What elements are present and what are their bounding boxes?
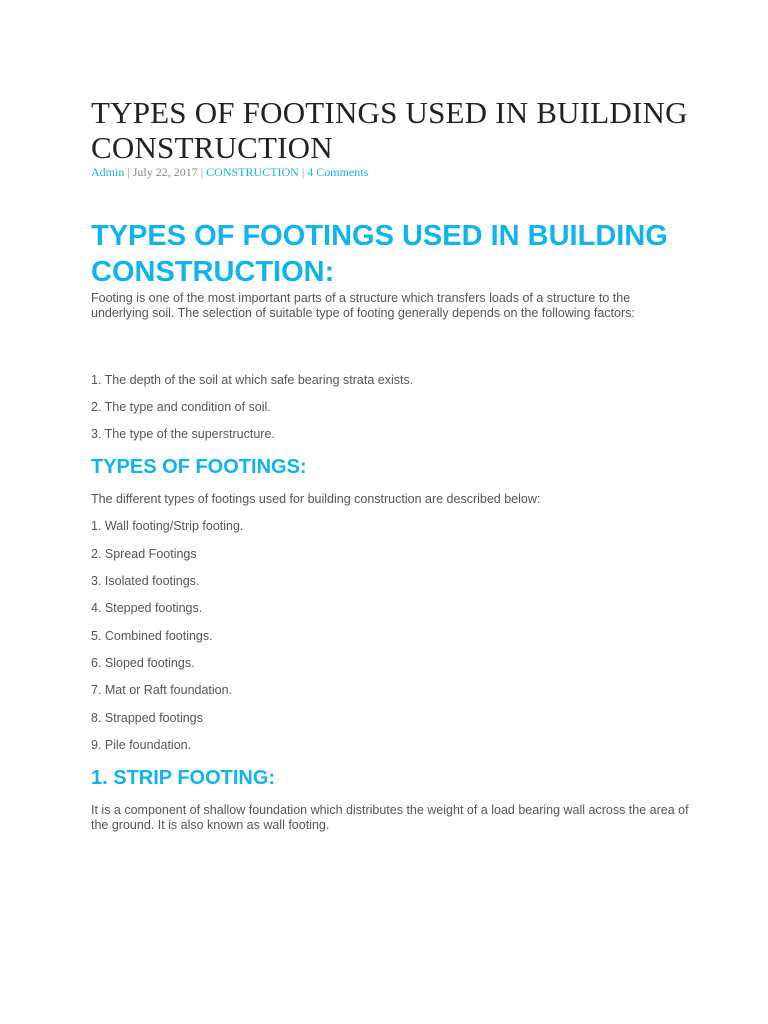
- factor-item-3: 3. The type of the superstructure.: [91, 427, 275, 441]
- type-item-1: 1. Wall footing/Strip footing.: [91, 519, 244, 533]
- factor-item-2: 2. The type and condition of soil.: [91, 400, 271, 414]
- article-heading: TYPES OF FOOTINGS USED IN BUILDING CONSTRUCTION:: [91, 220, 668, 288]
- author-link[interactable]: Admin: [91, 165, 125, 179]
- type-item-9: 9. Pile foundation.: [91, 738, 192, 752]
- types-heading: TYPES OF FOOTINGS:: [91, 456, 307, 478]
- factor-item-1: 1. The depth of the soil at which safe bearing strata exists.: [91, 373, 414, 387]
- meta-separator: |: [127, 165, 130, 179]
- intro-paragraph: Footing is one of the most important parts of a structure which transfers loads of a structure to the underlying soil. The selection of suitable type of footing generally depends on the following factors:: [91, 291, 635, 320]
- type-item-8: 8. Strapped footings: [91, 711, 203, 725]
- type-item-7: 7. Mat or Raft foundation.: [91, 683, 233, 697]
- type-item-5: 5. Combined footings.: [91, 629, 213, 643]
- category-link[interactable]: CONSTRUCTION: [206, 165, 299, 179]
- post-meta: [91, 164, 368, 180]
- meta-separator: |: [301, 165, 305, 179]
- types-intro: The different types of footings used for building construction are described below:: [91, 492, 541, 506]
- type-item-3: 3. Isolated footings.: [91, 574, 200, 588]
- type-item-4: 4. Stepped footings.: [91, 601, 203, 615]
- strip-footing-paragraph: It is a component of shallow foundation which distributes the weight of a load bearing wall across the area of the ground. It is also known as wall footing.: [91, 803, 689, 832]
- type-item-6: 6. Sloped footings.: [91, 656, 195, 670]
- type-item-2: 2. Spread Footings: [91, 547, 197, 561]
- strip-footing-heading: 1. STRIP FOOTING:: [91, 767, 276, 789]
- comments-link[interactable]: 4 Comments: [307, 165, 369, 179]
- post-date: July 22, 2017: [132, 165, 198, 179]
- post-title: TYPES OF FOOTINGS USED IN BUILDING CONSTRUCTION: [91, 95, 688, 165]
- meta-separator: |: [200, 165, 204, 179]
